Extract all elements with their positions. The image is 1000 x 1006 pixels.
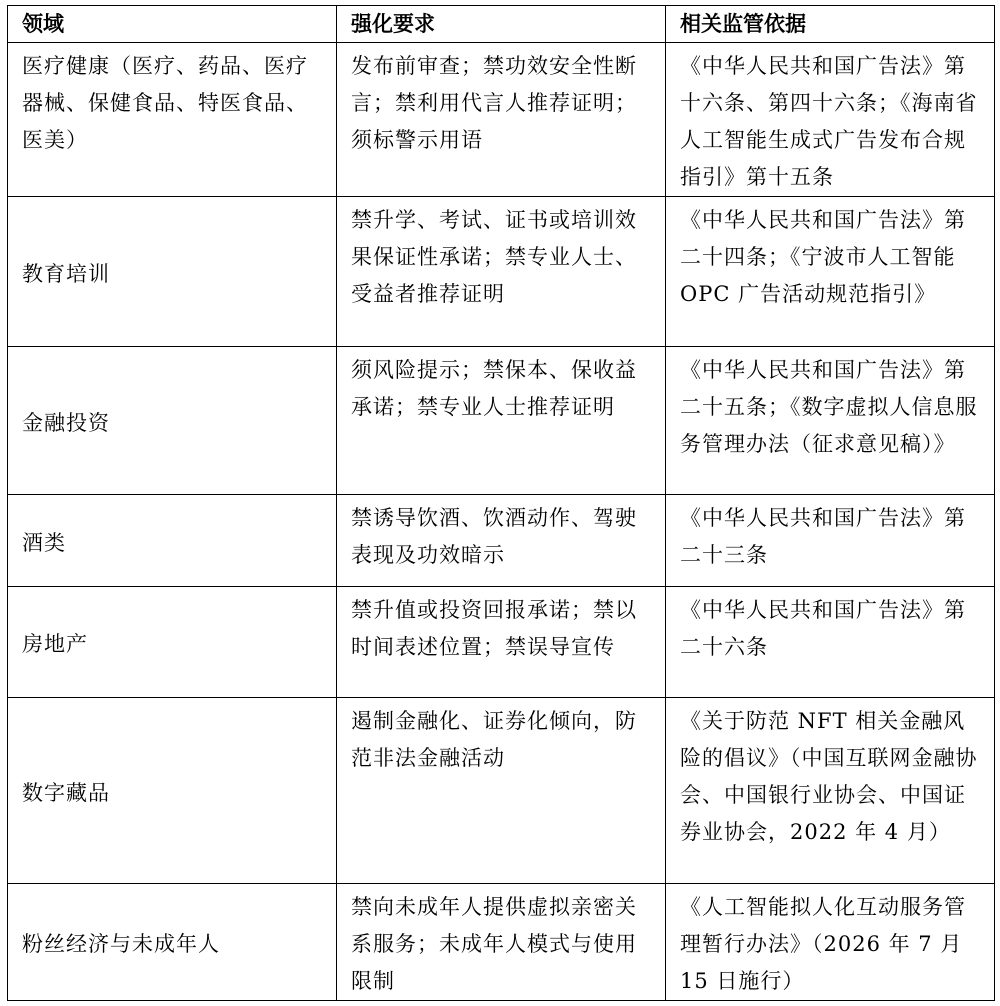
requirement-cell: 发布前审查；禁功效安全性断言；禁利用代言人推荐证明；须标警示用语 bbox=[337, 43, 666, 197]
domain-cell: 数字藏品 bbox=[8, 698, 337, 884]
requirement-cell: 禁升学、考试、证书或培训效果保证性承诺；禁专业人士、受益者推荐证明 bbox=[337, 197, 666, 347]
requirement-cell: 禁向未成年人提供虚拟亲密关系服务；未成年人模式与使用限制 bbox=[337, 884, 666, 1001]
header-domain: 领域 bbox=[8, 6, 337, 43]
table-row bbox=[8, 698, 995, 884]
domain-cell: 医疗健康（医疗、药品、医疗器械、保健食品、特医食品、医美） bbox=[8, 43, 337, 197]
requirement-cell: 须风险提示；禁保本、保收益承诺；禁专业人士推荐证明 bbox=[337, 347, 666, 495]
domain-cell: 教育培训 bbox=[8, 197, 337, 347]
basis-cell: 《中华人民共和国广告法》第二十三条 bbox=[666, 495, 995, 587]
regulation-table bbox=[7, 5, 995, 1001]
domain-cell: 酒类 bbox=[8, 495, 337, 587]
basis-cell: 《中华人民共和国广告法》第二十五条；《数字虚拟人信息服务管理办法（征求意见稿）》 bbox=[666, 347, 995, 495]
basis-cell: 《中华人民共和国广告法》第十六条、第四十六条；《海南省人工智能生成式广告发布合规指引》第十五条 bbox=[666, 43, 995, 197]
basis-cell: 《中华人民共和国广告法》第二十四条；《宁波市人工智能 OPC 广告活动规范指引》 bbox=[666, 197, 995, 347]
basis-cell: 《人工智能拟人化互动服务管理暂行办法》（2026 年 7 月 15 日施行） bbox=[666, 884, 995, 1001]
table-row bbox=[8, 495, 995, 587]
table-row bbox=[8, 884, 995, 1001]
table-row bbox=[8, 197, 995, 347]
requirement-cell: 禁升值或投资回报承诺；禁以时间表述位置；禁误导宣传 bbox=[337, 587, 666, 698]
requirement-cell: 禁诱导饮酒、饮酒动作、驾驶表现及功效暗示 bbox=[337, 495, 666, 587]
basis-cell: 《关于防范 NFT 相关金融风险的倡议》（中国互联网金融协会、中国银行业协会、中国证券业协会，2022 年 4 月） bbox=[666, 698, 995, 884]
requirement-cell: 遏制金融化、证券化倾向，防范非法金融活动 bbox=[337, 698, 666, 884]
table-row bbox=[8, 587, 995, 698]
table-row bbox=[8, 43, 995, 197]
header-basis: 相关监管依据 bbox=[666, 6, 995, 43]
domain-cell: 金融投资 bbox=[8, 347, 337, 495]
domain-cell: 房地产 bbox=[8, 587, 337, 698]
header-requirement: 强化要求 bbox=[337, 6, 666, 43]
table-row bbox=[8, 347, 995, 495]
domain-cell: 粉丝经济与未成年人 bbox=[8, 884, 337, 1001]
basis-cell: 《中华人民共和国广告法》第二十六条 bbox=[666, 587, 995, 698]
header-row bbox=[8, 6, 995, 43]
